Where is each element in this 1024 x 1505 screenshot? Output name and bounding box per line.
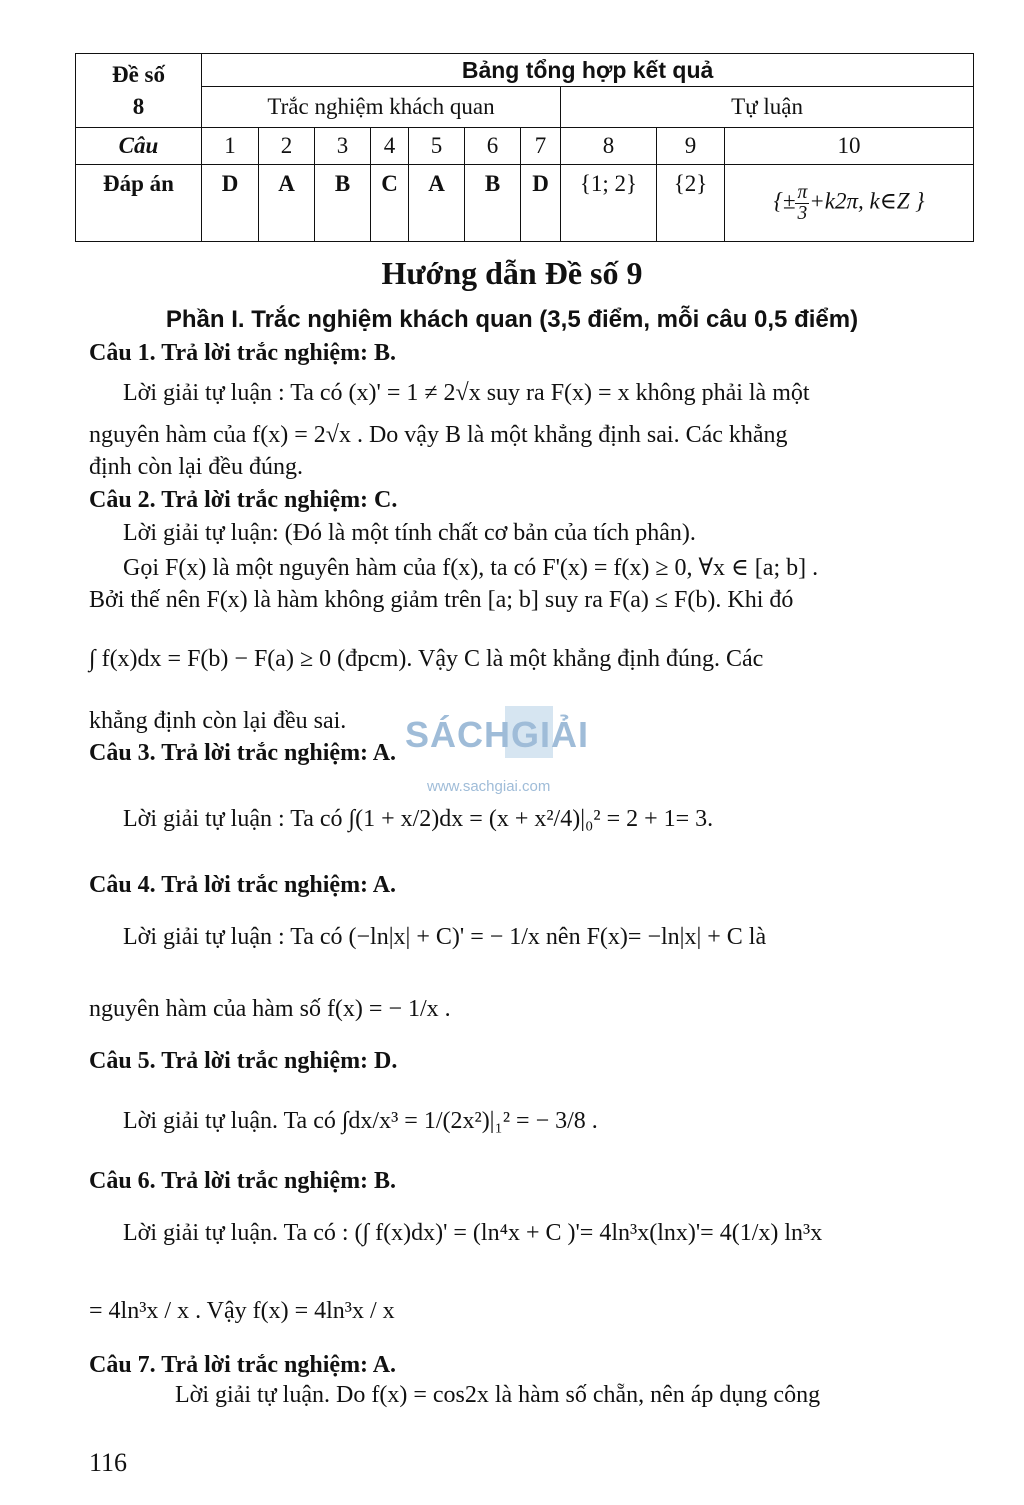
q-cell: 10 [725, 128, 974, 165]
answer-10-cell [725, 165, 974, 242]
a-cell: {2} [657, 165, 725, 242]
answers-row [76, 165, 974, 242]
de-so-value: 8 [132, 93, 145, 119]
cau-7-line-a: Lời giải tự luận. Do f(x) = cos2x là hàm số chẵn, nên áp dụng công [175, 1382, 821, 1408]
q-cell: 9 [657, 128, 725, 165]
cau-2-line-d: ∫ f(x)dx = F(b) − F(a) ≥ 0 (đpcm). Vậy C là một khẳng định đúng. Các [89, 646, 764, 672]
cau-4-heading: Câu 4. Trả lời trắc nghiệm: A. [89, 872, 397, 898]
dapan-label: Đáp án [76, 165, 202, 242]
page-title: Hướng dẫn Đề số 9 [381, 255, 643, 291]
q-cell: 4 [371, 128, 409, 165]
cau-5-line-a: Lời giải tự luận. Ta có ∫dx/x³ = 1/(2x²)|₁² = − 3/8 . [123, 1108, 598, 1134]
a-cell: D [202, 165, 259, 242]
q-cell: 1 [202, 128, 259, 165]
de-so-label: Đề số [111, 61, 166, 87]
a-cell: {1; 2} [561, 165, 657, 242]
a-cell: A [259, 165, 315, 242]
cau-6-heading: Câu 6. Trả lời trắc nghiệm: B. [89, 1168, 397, 1194]
a-cell: A [409, 165, 465, 242]
summary-table [75, 53, 974, 242]
cau-4-line-a: Lời giải tự luận : Ta có (−ln|x| + C)' = − 1/x nên F(x)= −ln|x| + C là [123, 924, 767, 950]
q-cell: 6 [465, 128, 521, 165]
answer10-suffix: +k2π, k∈Z } [809, 188, 925, 214]
cau-label: Câu [76, 128, 202, 165]
cau-3-heading: Câu 3. Trả lời trắc nghiệm: A. [89, 740, 397, 766]
a-cell: C [371, 165, 409, 242]
frac-den: 3 [797, 202, 808, 224]
q-cell: 2 [259, 128, 315, 165]
cau-6-line-b: = 4ln³x / x . Vậy f(x) = 4ln³x / x [89, 1298, 395, 1324]
cau-2-line-c: Bởi thế nên F(x) là hàm không giảm trên [a; b] suy ra F(a) ≤ F(b). Khi đó [89, 587, 794, 613]
table-header-main: Bảng tổng hợp kết quả [202, 54, 974, 87]
a-cell: B [315, 165, 371, 242]
cau-1-line-b: nguyên hàm của f(x) = 2√x . Do vậy B là một khẳng định sai. Các khẳng [89, 422, 788, 448]
cau-1-line-c: định còn lại đều đúng. [89, 454, 303, 480]
table-header-tn: Trắc nghiệm khách quan [202, 87, 561, 128]
a-cell: D [521, 165, 561, 242]
de-so-cell [76, 54, 202, 128]
frac-num: π [797, 181, 808, 203]
section-heading: Phần I. Trắc nghiệm khách quan (3,5 điểm, mỗi câu 0,5 điểm) [165, 306, 859, 333]
table-header-tl: Tự luận [561, 87, 974, 128]
q-cell: 7 [521, 128, 561, 165]
q-cell: 5 [409, 128, 465, 165]
cau-6-line-a: Lời giải tự luận. Ta có : (∫ f(x)dx)' = (ln⁴x + C )'= 4ln³x(lnx)'= 4(1/x) ln³x [123, 1220, 823, 1246]
cau-4-line-b: nguyên hàm của hàm số f(x) = − 1/x . [89, 996, 451, 1022]
watermark [405, 702, 625, 798]
pi-over-3 [795, 183, 809, 223]
cau-3-line-a: Lời giải tự luận : Ta có ∫(1 + x/2)dx = (x + x²/4)|₀² = 2 + 1= 3. [123, 806, 714, 832]
cau-1-heading: Câu 1. Trả lời trắc nghiệm: B. [89, 340, 397, 366]
questions-row [76, 128, 974, 165]
cau-2-line-b: Gọi F(x) là một nguyên hàm của f(x), ta có F'(x) = f(x) ≥ 0, ∀x ∈ [a; b] . [123, 555, 819, 581]
cau-7-heading: Câu 7. Trả lời trắc nghiệm: A. [89, 1352, 397, 1378]
answer10-prefix: {± [773, 188, 796, 214]
cau-2-line-e: khẳng định còn lại đều sai. [89, 708, 347, 734]
page-number: 116 [89, 1448, 128, 1477]
cau-2-heading: Câu 2. Trả lời trắc nghiệm: C. [89, 487, 398, 513]
cau-2-line-a: Lời giải tự luận: (Đó là một tính chất cơ bản của tích phân). [123, 520, 696, 546]
q-cell: 8 [561, 128, 657, 165]
watermark-url: www.sachgiai.com [427, 778, 551, 795]
cau-5-heading: Câu 5. Trả lời trắc nghiệm: D. [89, 1048, 398, 1074]
watermark-brand: SÁCHGIẢI [405, 714, 590, 755]
q-cell: 3 [315, 128, 371, 165]
cau-1-line-a: Lời giải tự luận : Ta có (x)' = 1 ≠ 2√x suy ra F(x) = x không phải là một [123, 380, 810, 406]
a-cell: B [465, 165, 521, 242]
